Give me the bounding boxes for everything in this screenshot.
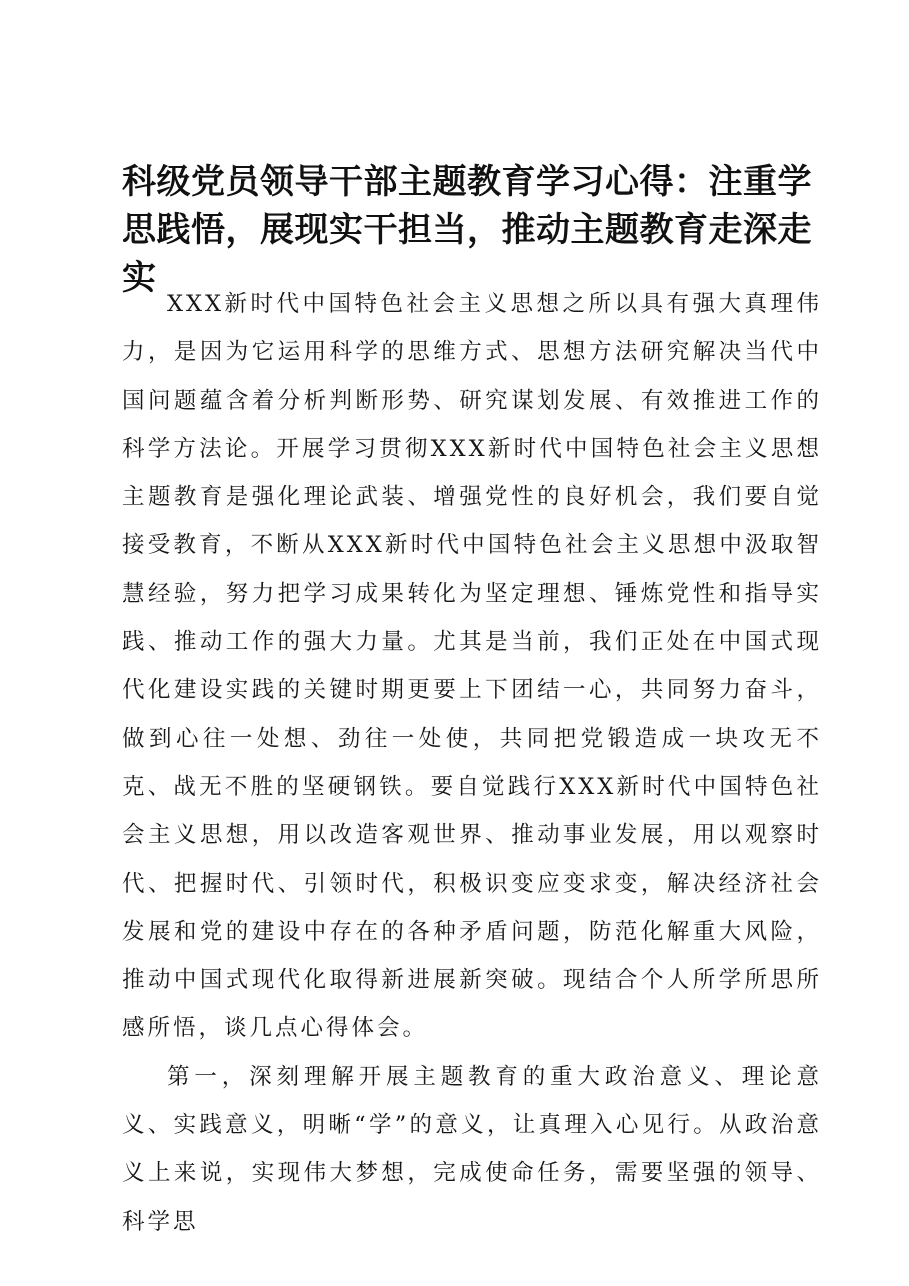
paragraph-intro: XXX新时代中国特色社会主义思想之所以具有强大真理伟力，是因为它运用科学的思维方式、思想方法研究解决当代中国问题蕴含着分析判断形势、研究谋划发展、有效推进工作的科学方法论。开展学习贯彻XXX新时代中国特色社会主义思想主题教育是强化理论武装、增强党性的良好机会，我们要自觉接受教育，不断从XXX新时代中国特色社会主义思想中汲取智慧经验，努力把学习成果转化为坚定理想、锤炼党性和指导实践、推动工作的强大力量。尤其是当前，我们正处在中国式现代化建设实践的关键时期更要上下团结一心，共同努力奋斗，做到心往一处想、劲往一处使，共同把党锻造成一块攻无不克、战无不胜的坚硬钢铁。要自觉践行XXX新时代中国特色社会主义思想，用以改造客观世界、推动事业发展，用以观察时代、把握时代、引领时代，积极识变应变求变，解决经济社会发展和党的建设中存在的各种矛盾问题，防范化解重大风险，推动中国式现代化取得新进展新突破。现结合个人所学所思所感所悟，谈几点心得体会。 <box>122 291 822 1042</box>
document-body <box>122 280 822 1246</box>
document-title: 科级党员领导干部主题教育学习心得：注重学思践悟，展现实干担当，推动主题教育走深走实 <box>122 162 812 298</box>
paragraph-point-one: 第一，深刻理解开展主题教育的重大政治意义、理论意义、实践意义，明晰“学”的意义，让真理入心见行。从政治意义上来说，实现伟大梦想，完成使命任务，需要坚强的领导、科学思 <box>122 1063 822 1235</box>
